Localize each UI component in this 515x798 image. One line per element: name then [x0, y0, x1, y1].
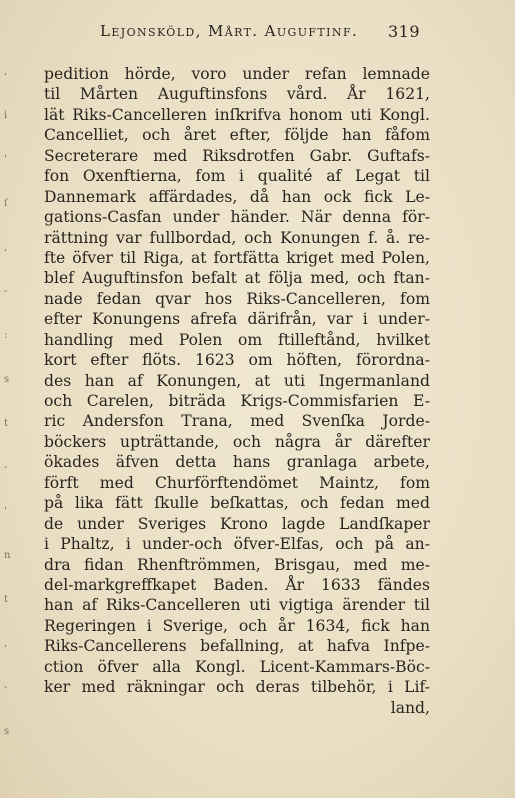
text-line: de under Sveriges Krono lagde Landſkaper [44, 514, 430, 533]
text-line: Cancelliet, och året efter, följde han fåfom [44, 126, 430, 145]
body-text [44, 64, 430, 718]
text-line: Secreterare med Riksdrotfen Gabr. Guftafs- [44, 146, 430, 165]
text-line: rättning var fullbordad, och Konungen f. å. re- [44, 228, 430, 247]
text-line: til Mårten Auguftinsfons vård. År 1621, [44, 85, 430, 104]
text-line: kort efter flöts. 1623 om höften, förordna- [44, 351, 430, 370]
bleed-mark: ' [4, 506, 7, 517]
bleed-mark: t [4, 418, 9, 429]
bleed-mark: - [4, 462, 8, 473]
text-line: ction öfver alla Kongl. Licent-Kammars-Böc- [44, 657, 430, 676]
text-line: böckers upträttande, och några år därefter [44, 432, 430, 451]
bleed-mark: n [4, 550, 11, 561]
text-line: lät Riks-Cancelleren inſkrifva honom uti Kongl. [44, 105, 430, 124]
bleed-mark: ſ [4, 198, 8, 209]
left-margin-bleed-through [0, 60, 18, 780]
bleed-mark: , [4, 242, 8, 253]
text-line: förft med Churförftendömet Maintz, fom [44, 473, 430, 492]
bleed-mark: - [4, 286, 8, 297]
text-line: nade fedan qvar hos Riks-Cancelleren, fom [44, 289, 430, 308]
text-line: blef Auguftinsfon befalt at följa med, och ftan- [44, 269, 430, 288]
text-line: gations-Casfan under händer. När denna för- [44, 208, 430, 227]
text-line: dra fidan Rhenftrömmen, Brisgau, med me- [44, 555, 430, 574]
text-line: ric Andersfon Trana, med Svenſka Jorde- [44, 412, 430, 431]
text-line: han af Riks-Cancelleren uti vigtiga ärender til [44, 596, 430, 615]
text-line: handling med Polen om ftilleftånd, hvilket [44, 330, 430, 349]
text-line: och Carelen, biträda Krigs-Commisfarien E- [44, 392, 430, 410]
text-line: ker med räkningar och deras tilbehör, i Lif- [44, 678, 430, 697]
text-line: Dannemark affärdades, då han ock fick Le- [44, 187, 430, 206]
text-line: fte öfver til Riga, at fortfätta kriget med Polen, [44, 248, 430, 267]
text-line: del-markgreffkapet Baden. År 1633 fändes [44, 575, 430, 594]
bleed-mark: s [4, 374, 10, 385]
page-header [100, 22, 420, 44]
bleed-mark: s [4, 726, 10, 737]
text-line: i Phaltz, i under-och öfver-Elfas, och på an- [44, 535, 430, 554]
bleed-mark: ' [4, 154, 7, 165]
running-head: Lejonsköld, Mårt. Auguftinf. [100, 22, 359, 40]
text-line: ökades äfven detta hans granlaga arbete, [44, 453, 430, 472]
text-line: Regeringen i Sverige, och år 1634, fick han [44, 616, 430, 635]
bleed-mark: , [4, 66, 8, 77]
bleed-mark: t [4, 594, 9, 605]
text-line: på lika fätt ſkulle beſkattas, och fedan med [44, 494, 430, 513]
bleed-mark: - [4, 682, 8, 693]
bleed-mark: : [4, 330, 8, 341]
page-number: 319 [387, 22, 420, 41]
bleed-mark: , [4, 638, 8, 649]
text-line: fon Oxenftierna, fom i qualité af Legat til [44, 167, 430, 186]
text-line-last: land, [390, 698, 430, 717]
text-line: Riks-Cancellerens befallning, at hafva Infpe- [44, 637, 430, 656]
text-line: pedition hörde, voro under refan lemnade [44, 65, 430, 83]
bleed-mark: i [4, 110, 8, 121]
text-line: des han af Konungen, at uti Ingermanland [44, 371, 430, 390]
text-line: efter Konungens afrefa därifrån, var i under- [44, 310, 430, 329]
